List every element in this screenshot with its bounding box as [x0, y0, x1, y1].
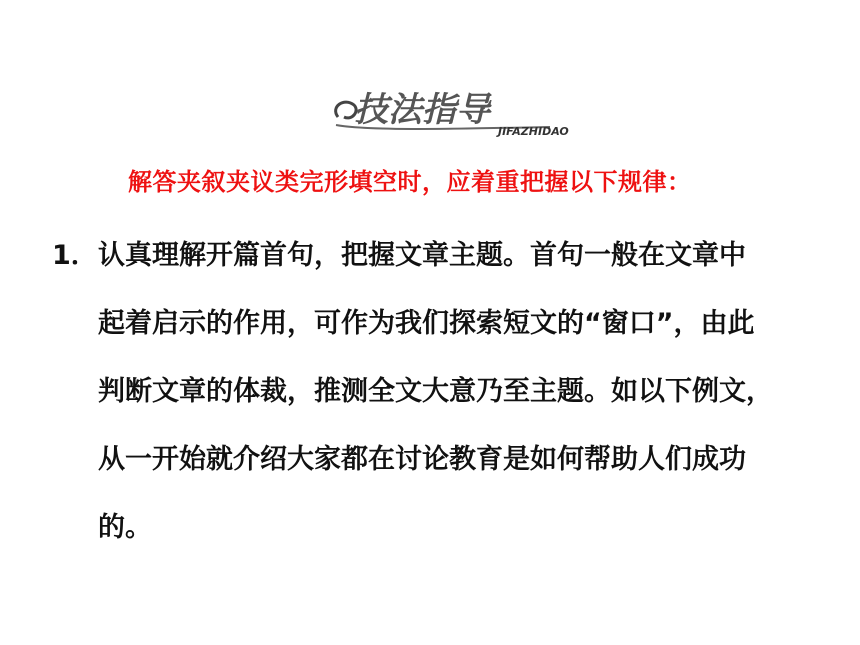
logo-pinyin: JIFAZHIDAO	[498, 125, 569, 138]
section-logo	[330, 85, 600, 140]
point-line: 起着启示的作用，可作为我们探索短文的“窗口”，由此	[98, 308, 755, 339]
logo-title: 技法指导	[354, 90, 490, 130]
point-item	[52, 222, 812, 562]
point-line: 判断文章的体裁，推测全文大意乃至主题。如以下例文，	[98, 376, 773, 407]
intro-text: 解答夹叙夹议类完形填空时，应着重把握以下规律：	[128, 168, 692, 196]
point-line: 的。	[98, 512, 152, 543]
point-number: 1．	[52, 240, 98, 271]
logo-graphic	[330, 85, 600, 140]
point-line: 认真理解开篇首句，把握文章主题。首句一般在文章中	[98, 240, 746, 271]
point-line: 从一开始就介绍大家都在讨论教育是如何帮助人们成功	[98, 444, 746, 475]
